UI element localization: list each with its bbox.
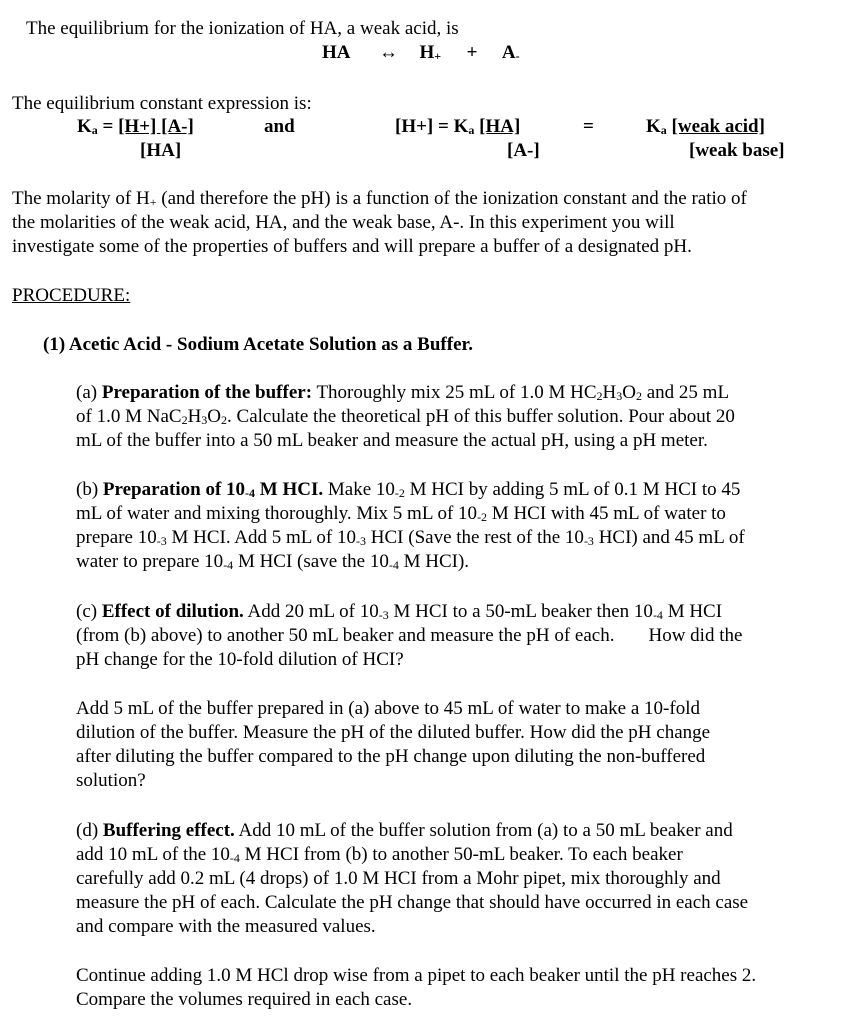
reaction-a: A [501,42,516,63]
intro-line: The equilibrium for the ionization of HA, a weak acid, is [26,18,459,39]
reaction-plus: + [466,42,478,63]
step-d-p2-line-2: Compare the volumes required in each case. [76,989,413,1010]
ka1-numerator: [H+] [A-] [118,116,194,137]
step-d-line-4: measure the pH of each. Calculate the pH change that should have occurred in each case [76,892,749,913]
step-c-p2-line-1: Add 5 mL of the buffer prepared in (a) above to 45 mL of water to make a 10-fold [76,698,700,719]
h-denominator: [A-] [507,140,540,161]
ka2-numerator: [weak acid] [671,116,765,137]
procedure-heading: PROCEDURE: [12,285,131,306]
ka2-denominator: [weak base] [689,140,785,161]
ka-expression-2: $K_a$ [weak acid] [646,116,765,137]
and-word: and [264,116,295,137]
explanation-line-3: investigate some of the properties of buffers and will prepare a buffer of a designated pH. [12,236,692,257]
step-c-line-3: pH change for the 10-fold dilution of HCI? [76,649,404,670]
reaction-h-charge: + [434,49,442,63]
ka-expression-1: $K_a = [H+]$ [A-] [77,116,194,137]
step-b-line-4: water to prepare $10_{-4}$ M HCI (save the $10_{-4}$ M HCI). [76,551,470,572]
step-d-line-3: carefully add 0.2 mL (4 drops) of 1.0 M HCI from a Mohr pipet, mix thoroughly and [76,868,721,889]
ka1-denominator: [HA] [140,140,182,161]
equals-sign: = [583,116,594,137]
step-d-line-5: and compare with the measured values. [76,916,376,937]
step-c-p2-line-2: dilution of the buffer. Measure the pH of the diluted buffer. How did the pH change [76,722,711,743]
step-c-line-1: (c) Effect of dilution. Add 20 mL of $10_{-3}$ M HCI to a 50-mL beaker then $10_{-4}$ M HCI [76,601,723,622]
reaction-h: H [419,42,435,63]
h-expression: $[H+] = K_a$ [HA] [395,116,521,137]
explanation-line-1: The molarity of $H_+$ (and therefore the pH) is a function of the ionization constant and the ratio of [12,188,747,209]
ionization-reaction [322,41,520,65]
reaction-a-charge: - [515,49,520,63]
step-d-line-1: (d) Buffering effect. Add 10 mL of the buffer solution from (a) to a 50 mL beaker and [76,820,733,841]
explanation-line-2: the molarities of the weak acid, HA, and the weak base, A-. In this experiment you will [12,212,675,233]
step-a-line-1: (a) Preparation of the buffer: Thoroughly mix 25 mL of 1.0 M $HC_2H_3O_2$ and 25 mL [76,382,730,403]
reaction-ha: HA [322,42,350,63]
step-a-line-2: of 1.0 M $NaC_2H_3O_2$. Calculate the theoretical pH of this buffer solution. Pour about 20 [76,406,735,427]
reaction-arrow: ↔ [378,42,398,63]
step-a-line-3: mL of the buffer into a 50 mL beaker and measure the actual pH, using a pH meter. [76,430,708,451]
step-d-p2-line-1: Continue adding 1.0 M HCl drop wise from a pipet to each beaker until the pH reaches 2. [76,965,757,986]
h-numerator: [HA] [479,116,521,137]
step-b-line-3: prepare $10_{-3}$ M HCI. Add 5 mL of $10_{-3}$ HCI (Save the rest of the $10_{-3}$ HCI) and 45 mL of [76,527,745,548]
constant-heading: The equilibrium constant expression is: [12,93,312,114]
step-c-p2-line-4: solution? [76,770,146,791]
step-c-p2-line-3: after diluting the buffer compared to the pH change upon diluting the non-buffered [76,746,706,767]
step-c-line-2: (from (b) above) to another 50 mL beaker and measure the pH of each. How did the [76,625,743,646]
section-1-title: (1) Acetic Acid - Sodium Acetate Solution as a Buffer. [43,334,473,355]
step-b-line-1: (b) Preparation of $10_{-4}$ M HCI. Make $10_{-2}$ M HCI by adding 5 mL of 0.1 M HCI to 45 [76,479,741,500]
step-d-line-2: add 10 mL of the $10_{-4}$ M HCI from (b) to another 50-mL beaker. To each beaker [76,844,683,865]
step-b-line-2: mL of water and mixing thoroughly. Mix 5 mL of $10_{-2}$ M HCI with 45 mL of water to [76,503,726,524]
